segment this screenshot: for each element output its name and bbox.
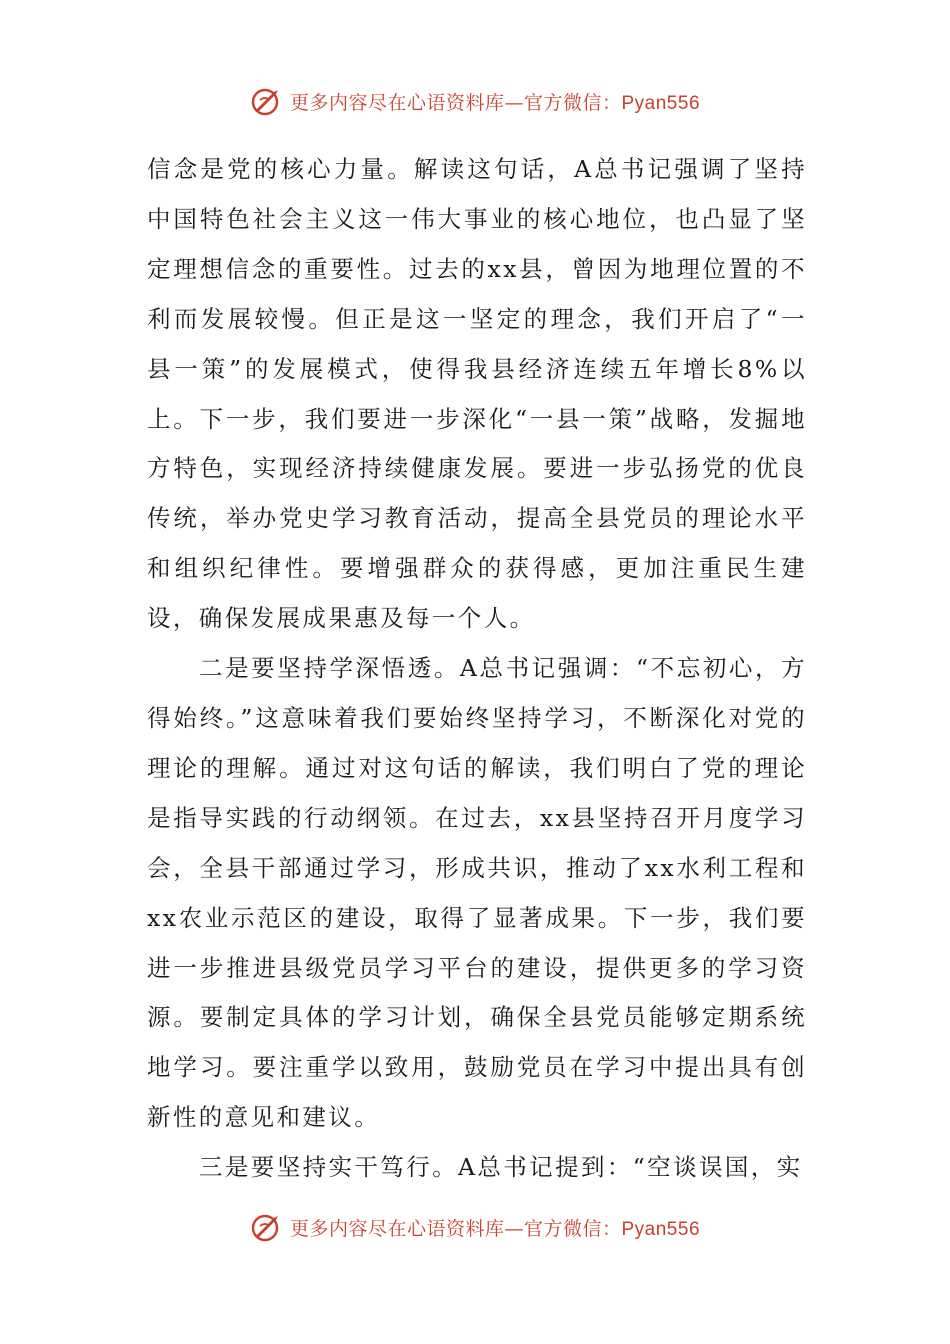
footer-banner	[0, 1210, 950, 1244]
pen-circle-logo-icon	[250, 84, 284, 118]
paragraph-2: 二是要坚持学深悟透。A总书记强调：“不忘初心，方得始终。”这意味着我们要始终坚持学习，不断深化对党的理论的理解。通过对这句话的解读，我们明白了党的理论是指导实践的行动纲领。在过去，xx县坚持召开月度学习会，全县干部通过学习，形成共识，推动了xx水利工程和xx农业示范区的建设，取得了显著成果。下一步，我们要进一步推进县级党员学习平台的建设，提供更多的学习资源。要制定具体的学习计划，确保全县党员能够定期系统地学习。要注重学以致用，鼓励党员在学习中提出具有创新性的意见和建议。	[147, 654, 807, 1132]
paragraph-1: 信念是党的核心力量。解读这句话，A总书记强调了坚持中国特色社会主义这一伟大事业的核心地位，也凸显了坚定理想信念的重要性。过去的xx县，曾因为地理位置的不利而发展较慢。但正是这一坚定的理念，我们开启了“一县一策”的发展模式，使得我县经济连续五年增长8%以上。下一步，我们要进一步深化“一县一策”战略，发掘地方特色，实现经济持续健康发展。要进一步弘扬党的优良传统，举办党史学习教育活动，提高全县党员的理论水平和组织纪律性。要增强群众的获得感，更加注重民生建设，确保发展成果惠及每一个人。	[147, 155, 807, 633]
header-banner-text: 更多内容尽在心语资料库—官方微信：Pyan556	[289, 91, 701, 114]
header-banner	[0, 84, 950, 118]
pen-circle-logo-icon	[250, 1210, 284, 1244]
footer-wechat-handle: Pyan556	[621, 1218, 701, 1240]
footer-banner-text: 更多内容尽在心语资料库—官方微信：Pyan556	[289, 1217, 701, 1240]
document-body	[147, 145, 807, 1193]
paragraph-3: 三是要坚持实干笃行。A总书记提到：“空谈误国，实	[199, 1153, 803, 1182]
header-wechat-handle: Pyan556	[621, 92, 701, 114]
